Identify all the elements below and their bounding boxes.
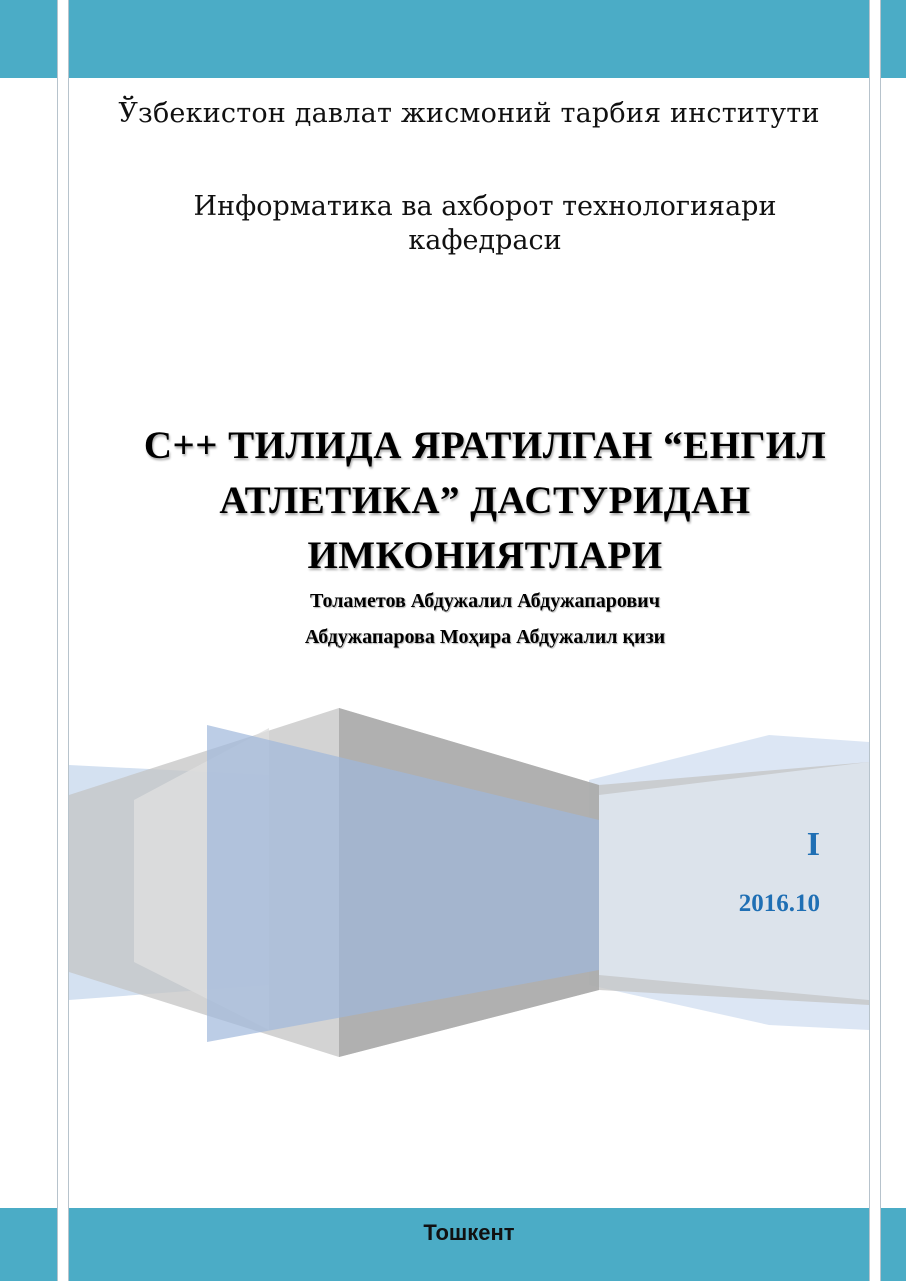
vertical-rule — [68, 0, 69, 1281]
title-line: ИМКОНИЯТЛАРИ — [307, 534, 663, 577]
department-line: Информатика ва ахборот технологияари — [193, 191, 777, 222]
institute-name: Ўзбекистон давлат жисмоний тарбия институти — [118, 98, 820, 129]
decorative-ribbon-graphic — [69, 700, 869, 1070]
department-line: кафедраси — [408, 225, 562, 256]
department-name — [100, 190, 870, 258]
bottom-left-bar — [0, 1208, 57, 1281]
title-line: C++ ТИЛИДА ЯРАТИЛГАН “ЕНГИЛ — [143, 424, 827, 467]
author-name: Абдужапарова Моҳира Абдужалил қизи — [304, 626, 666, 648]
bottom-right-bar — [880, 1208, 906, 1281]
vertical-rule — [880, 0, 881, 1281]
top-left-bar — [0, 0, 57, 78]
volume-number: I — [806, 826, 820, 863]
publication-date: 2016.10 — [738, 890, 820, 917]
top-header-bar — [69, 0, 869, 78]
top-right-bar — [880, 0, 906, 78]
ribbon-shape — [599, 762, 869, 1000]
author-name: Толаметов Абдужалил Абдужапарович — [310, 590, 660, 612]
document-title — [100, 418, 870, 583]
city-name: Тошкент — [423, 1220, 515, 1245]
vertical-rule — [57, 0, 58, 1281]
title-line: АТЛЕТИКА” ДАСТУРИДАН — [219, 479, 751, 522]
